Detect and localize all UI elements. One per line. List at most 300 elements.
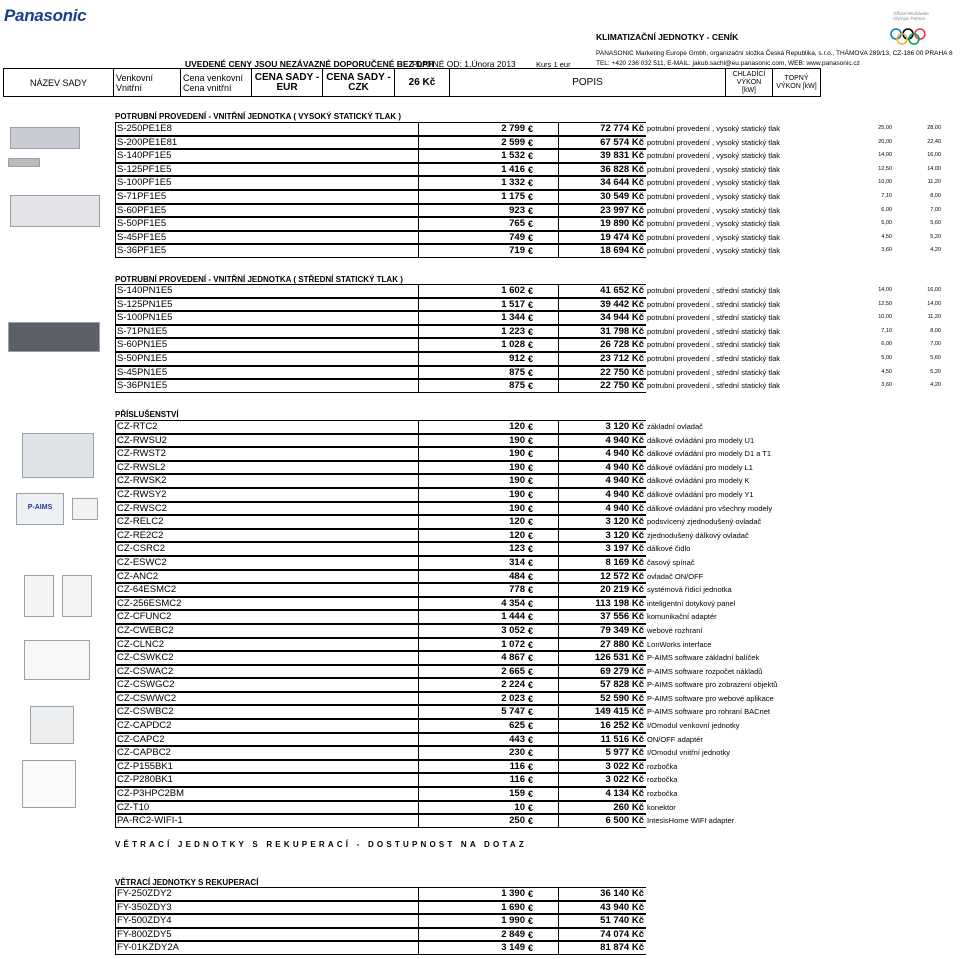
- price-eur: 1 990: [418, 914, 528, 928]
- cooling-capacity: 14,00: [878, 287, 892, 293]
- price-eur: 1 602: [418, 284, 528, 298]
- model-name: S-36PN1E5: [115, 379, 418, 393]
- price-eur: 3 052: [418, 624, 528, 638]
- price-eur: 4 354: [418, 597, 528, 611]
- model-name: CZ-P155BK1: [115, 760, 418, 774]
- description: potrubní provedení , vysoký statický tlak: [647, 151, 780, 161]
- heating-capacity: 28,00: [927, 125, 941, 131]
- heating-capacity: 22,40: [927, 138, 941, 145]
- heating-capacity: 7,00: [930, 341, 941, 348]
- price-eur: 1 517: [418, 298, 528, 312]
- description: dálkové čidlo: [647, 544, 691, 554]
- price-eur: 190: [418, 447, 528, 461]
- price-czk: 19 890 Kč: [558, 217, 646, 231]
- keypad-image: [30, 706, 74, 744]
- cooling-capacity: 12,50: [878, 165, 892, 172]
- euro-symbol: €: [528, 928, 558, 942]
- col-set-czk-2: CZK: [348, 81, 369, 93]
- price-eur: 116: [418, 760, 528, 774]
- price-czk: 23 712 Kč: [558, 352, 646, 366]
- ventilation-availability-banner: VĚTRACÍ JEDNOTKY S REKUPERACÍ - DOSTUPNOST NA DOTAZ: [115, 840, 527, 849]
- model-name: CZ-CFUNC2: [115, 610, 418, 624]
- price-czk: 57 828 Kč: [558, 678, 646, 692]
- description: potrubní provedení , střední statický tlak: [647, 299, 780, 309]
- description: I/Omodul vnitřní jednotky: [647, 748, 730, 758]
- ventilation-unit-image: [22, 433, 94, 478]
- price-czk: 26 728 Kč: [558, 338, 646, 352]
- price-czk: 51 740 Kč: [558, 914, 646, 928]
- euro-symbol: €: [528, 597, 558, 611]
- olympic-partner-text: Official Worldwide Olympic Partner: [893, 11, 929, 21]
- olympic-rings-icon: [882, 14, 934, 48]
- company-contact: TEL: +420 236 032 511, E-MAIL: jakub.sachl@eu.panasonic.com, WEB: www.panasonic.cz: [596, 60, 860, 67]
- description: základní ovladač: [647, 422, 703, 431]
- description: inteligentní dotykový panel: [647, 598, 736, 608]
- euro-symbol: €: [528, 420, 558, 434]
- price-eur: 2 665: [418, 665, 528, 679]
- heating-capacity: 16,00: [927, 152, 941, 159]
- price-czk: 72 774 Kč: [558, 122, 646, 136]
- heating-capacity: 11,20: [927, 314, 941, 321]
- price-czk: 18 694 Kč: [558, 244, 646, 258]
- price-eur: 778: [418, 583, 528, 597]
- price-czk: 16 252 Kč: [558, 719, 646, 733]
- euro-symbol: €: [528, 488, 558, 502]
- cooling-capacity: 5,00: [881, 220, 892, 227]
- description: časový spínač: [647, 557, 695, 567]
- price-eur: 2 849: [418, 928, 528, 942]
- price-czk: 4 940 Kč: [558, 461, 646, 475]
- price-eur: 116: [418, 773, 528, 787]
- price-czk: 3 120 Kč: [558, 420, 646, 434]
- description: potrubní provedení , střední statický tlak: [647, 340, 780, 350]
- description: komunikační adaptér: [647, 612, 717, 622]
- price-czk: 37 556 Kč: [558, 610, 646, 624]
- description: potrubní provedení , vysoký statický tlak: [647, 191, 780, 201]
- cooling-capacity: 4,50: [881, 368, 892, 375]
- euro-symbol: €: [528, 366, 558, 380]
- model-name: S-60PN1E5: [115, 338, 418, 352]
- description: potrubní provedení , vysoký statický tlak: [647, 246, 780, 256]
- model-name: CZ-RTC2: [115, 420, 418, 434]
- model-name: CZ-RWST2: [115, 447, 418, 461]
- price-note: UVEDENÉ CENY JSOU NEZÁVAZNÉ DOPORUČENÉ BEZ DPH: [185, 59, 435, 69]
- euro-symbol: €: [528, 624, 558, 638]
- euro-symbol: €: [528, 542, 558, 556]
- model-name: PA-RC2-WIFI-1: [115, 814, 418, 828]
- price-czk: 12 572 Kč: [558, 570, 646, 584]
- heating-capacity: 14,00: [927, 300, 941, 307]
- model-name: FY-350ZDY3: [115, 901, 418, 915]
- description: potrubní provedení , vysoký statický tlak: [647, 164, 780, 174]
- col-cool-3: [kW]: [742, 86, 756, 94]
- company-address: PANASONIC Marketing Europe Gmbh, organizační složka Česká Republika, s.r.o., THÁMOVA 289/13, CZ-186 00 PRAHA 8: [596, 50, 953, 57]
- price-eur: 120: [418, 420, 528, 434]
- price-czk: 4 940 Kč: [558, 434, 646, 448]
- model-name: CZ-ESWC2: [115, 556, 418, 570]
- heating-capacity: 16,00: [927, 287, 941, 293]
- euro-symbol: €: [528, 474, 558, 488]
- description: P-AIMS software pro webové aplikace: [647, 693, 774, 703]
- euro-symbol: €: [528, 901, 558, 915]
- euro-symbol: €: [528, 914, 558, 928]
- description: webové rozhraní: [647, 625, 703, 635]
- price-eur: 1 072: [418, 638, 528, 652]
- price-eur: 250: [418, 814, 528, 828]
- model-name: CZ-CSWKC2: [115, 651, 418, 665]
- price-eur: 2 599: [418, 136, 528, 150]
- col-heat-1: TOPNÝ: [784, 74, 809, 82]
- price-czk: 43 940 Kč: [558, 901, 646, 915]
- price-eur: 230: [418, 746, 528, 760]
- price-eur: 1 028: [418, 338, 528, 352]
- euro-symbol: €: [528, 705, 558, 719]
- col-name: NÁZEV SADY: [4, 69, 114, 97]
- description: dálkové ovládání pro modely K: [647, 476, 750, 486]
- price-czk: 36 828 Kč: [558, 163, 646, 177]
- heating-capacity: 5,20: [930, 233, 941, 240]
- panasonic-logo: Panasonic: [4, 6, 87, 25]
- model-name: CZ-RWSU2: [115, 434, 418, 448]
- model-name: S-50PF1E5: [115, 217, 418, 231]
- valid-from: PLATNÉ OD: 1.Února 2013: [412, 59, 516, 69]
- euro-symbol: €: [528, 570, 558, 584]
- euro-symbol: €: [528, 651, 558, 665]
- euro-symbol: €: [528, 298, 558, 312]
- price-czk: 8 169 Kč: [558, 556, 646, 570]
- price-eur: 1 390: [418, 887, 528, 901]
- touch-panel-image: [72, 498, 98, 520]
- model-name: CZ-P3HPC2BM: [115, 787, 418, 801]
- price-czk: 4 940 Kč: [558, 488, 646, 502]
- euro-symbol: €: [528, 502, 558, 516]
- model-name: S-100PF1E5: [115, 176, 418, 190]
- euro-symbol: €: [528, 163, 558, 177]
- description: konektor: [647, 802, 676, 812]
- price-eur: 5 747: [418, 705, 528, 719]
- cooling-capacity: 20,00: [878, 138, 892, 145]
- price-czk: 27 880 Kč: [558, 638, 646, 652]
- description: potrubní provedení , střední statický tlak: [647, 286, 780, 295]
- col-set-eur-2: EUR: [276, 81, 298, 93]
- description: dálkové ovládání pro modely L1: [647, 462, 753, 472]
- price-eur: 120: [418, 515, 528, 529]
- price-czk: 39 831 Kč: [558, 149, 646, 163]
- col-cool-1: CHLADÍCÍ: [732, 70, 766, 78]
- intelligent-panel-image: [22, 760, 76, 808]
- price-eur: 443: [418, 733, 528, 747]
- model-name: S-200PE1E81: [115, 136, 418, 150]
- model-name: S-71PF1E5: [115, 190, 418, 204]
- model-name: S-125PF1E5: [115, 163, 418, 177]
- model-name: S-50PN1E5: [115, 352, 418, 366]
- column-header: [3, 68, 821, 97]
- cooling-capacity: 12,50: [878, 300, 892, 307]
- description: I/Omodul venkovní jednotky: [647, 721, 740, 731]
- remote-controller-image: [24, 575, 54, 617]
- description: potrubní provedení , střední statický tlak: [647, 313, 780, 323]
- model-name: CZ-256ESMC2: [115, 597, 418, 611]
- price-czk: 4 940 Kč: [558, 474, 646, 488]
- euro-symbol: €: [528, 529, 558, 543]
- price-czk: 31 798 Kč: [558, 325, 646, 339]
- price-czk: 3 022 Kč: [558, 760, 646, 774]
- description: dálkové ovládání pro modely Y1: [647, 489, 754, 499]
- description: ON/OFF adaptér: [647, 734, 703, 744]
- description: P-AIMS software pro rohraní BACnet: [647, 707, 770, 717]
- price-eur: 1 344: [418, 311, 528, 325]
- col-outdoor: Venkovní: [116, 72, 154, 83]
- cooling-capacity: 5,00: [881, 354, 892, 361]
- price-eur: 1 223: [418, 325, 528, 339]
- model-name: CZ-CAPC2: [115, 733, 418, 747]
- price-czk: 52 590 Kč: [558, 692, 646, 706]
- description: potrubní provedení , střední statický tlak: [647, 367, 780, 377]
- model-name: CZ-RELC2: [115, 515, 418, 529]
- euro-symbol: €: [528, 338, 558, 352]
- euro-symbol: €: [528, 136, 558, 150]
- price-czk: 4 940 Kč: [558, 447, 646, 461]
- price-eur: 190: [418, 502, 528, 516]
- duct-unit-image: [10, 195, 100, 227]
- model-name: CZ-CAPBC2: [115, 746, 418, 760]
- price-eur: 1 175: [418, 190, 528, 204]
- price-eur: 912: [418, 352, 528, 366]
- euro-symbol: €: [528, 814, 558, 828]
- cooling-capacity: 6,00: [881, 206, 892, 213]
- heating-capacity: 4,20: [930, 382, 941, 389]
- col-rate-val: 26 Kč: [395, 69, 450, 97]
- price-czk: 5 977 Kč: [558, 746, 646, 760]
- model-name: CZ-T10: [115, 801, 418, 815]
- euro-symbol: €: [528, 176, 558, 190]
- pims-label: P-AIMS: [27, 504, 53, 511]
- price-eur: 2 224: [418, 678, 528, 692]
- cooling-capacity: 4,50: [881, 233, 892, 240]
- system-controller-image: [24, 640, 90, 680]
- price-czk: 36 140 Kč: [558, 887, 646, 901]
- price-czk: 260 Kč: [558, 801, 646, 815]
- price-czk: 67 574 Kč: [558, 136, 646, 150]
- price-eur: 2 799: [418, 122, 528, 136]
- section-title-medium-static: POTRUBNÍ PROVEDENÍ - VNITŘNÍ JEDNOTKA ( STŘEDNÍ STATICKÝ TLAK ): [115, 275, 403, 284]
- price-czk: 39 442 Kč: [558, 298, 646, 312]
- col-popis: POPIS: [450, 69, 726, 97]
- euro-symbol: €: [528, 887, 558, 901]
- euro-symbol: €: [528, 311, 558, 325]
- price-eur: 190: [418, 461, 528, 475]
- model-name: FY-01KZDY2A: [115, 941, 418, 955]
- description: potrubní provedení , vysoký statický tlak: [647, 219, 780, 229]
- model-name: CZ-64ESMC2: [115, 583, 418, 597]
- euro-symbol: €: [528, 941, 558, 955]
- price-czk: 4 940 Kč: [558, 502, 646, 516]
- price-czk: 6 500 Kč: [558, 814, 646, 828]
- euro-symbol: €: [528, 746, 558, 760]
- price-czk: 34 944 Kč: [558, 311, 646, 325]
- price-eur: 749: [418, 231, 528, 245]
- euro-symbol: €: [528, 719, 558, 733]
- price-eur: 120: [418, 529, 528, 543]
- price-eur: 3 149: [418, 941, 528, 955]
- price-czk: 11 516 Kč: [558, 733, 646, 747]
- model-name: S-36PF1E5: [115, 244, 418, 258]
- price-eur: 1 332: [418, 176, 528, 190]
- col-cool-2: VÝKON: [736, 78, 762, 86]
- price-eur: 123: [418, 542, 528, 556]
- model-name: CZ-RWSY2: [115, 488, 418, 502]
- price-czk: 3 022 Kč: [558, 773, 646, 787]
- description: IntesisHome WIFI adapter: [647, 816, 735, 826]
- euro-symbol: €: [528, 190, 558, 204]
- euro-symbol: €: [528, 665, 558, 679]
- price-eur: 190: [418, 474, 528, 488]
- description: P-AIMS software základní balíček: [647, 653, 760, 663]
- description: P-AIMS software pro zobrazení objektů: [647, 680, 778, 690]
- model-name: S-250PE1E8: [115, 122, 418, 136]
- model-name: S-140PF1E5: [115, 149, 418, 163]
- euro-symbol: €: [528, 204, 558, 218]
- duct-unit-image: [10, 127, 80, 149]
- model-name: CZ-CSWWC2: [115, 692, 418, 706]
- price-eur: 10: [418, 801, 528, 815]
- description: potrubní provedení , vysoký statický tlak: [647, 232, 780, 242]
- heating-capacity: 5,60: [930, 220, 941, 227]
- price-eur: 1 532: [418, 149, 528, 163]
- cooling-capacity: 10,00: [878, 314, 892, 321]
- cooling-capacity: 14,00: [878, 152, 892, 159]
- euro-symbol: €: [528, 556, 558, 570]
- euro-symbol: €: [528, 638, 558, 652]
- model-name: CZ-CWEBC2: [115, 624, 418, 638]
- price-czk: 113 198 Kč: [558, 597, 646, 611]
- cooling-capacity: 7,10: [881, 327, 892, 334]
- price-eur: 923: [418, 204, 528, 218]
- price-eur: 190: [418, 488, 528, 502]
- description: potrubní provedení , vysoký statický tlak: [647, 137, 780, 147]
- price-czk: 126 531 Kč: [558, 651, 646, 665]
- euro-symbol: €: [528, 692, 558, 706]
- document-title: KLIMATIZAČNÍ JEDNOTKY - CENÍK: [596, 32, 739, 42]
- price-eur: 719: [418, 244, 528, 258]
- model-name: FY-800ZDY5: [115, 928, 418, 942]
- heating-capacity: 7,00: [930, 206, 941, 213]
- section-title-high-static: POTRUBNÍ PROVEDENÍ - VNITŘNÍ JEDNOTKA ( VYSOKÝ STATICKÝ TLAK ): [115, 112, 402, 121]
- price-czk: 3 120 Kč: [558, 529, 646, 543]
- price-czk: 41 652 Kč: [558, 284, 646, 298]
- pims-software-box: [16, 493, 64, 525]
- heating-capacity: 8,00: [930, 327, 941, 334]
- description: potrubní provedení , střední statický tlak: [647, 381, 780, 391]
- price-eur: 159: [418, 787, 528, 801]
- euro-symbol: €: [528, 733, 558, 747]
- price-eur: 314: [418, 556, 528, 570]
- price-czk: 74 074 Kč: [558, 928, 646, 942]
- cooling-capacity: 10,00: [878, 179, 892, 186]
- heating-capacity: 4,20: [930, 247, 941, 254]
- cooling-capacity: 25,00: [878, 125, 892, 131]
- price-eur: 1 690: [418, 901, 528, 915]
- description: LonWorks interface: [647, 639, 712, 649]
- model-name: S-45PN1E5: [115, 366, 418, 380]
- euro-symbol: €: [528, 325, 558, 339]
- euro-symbol: €: [528, 284, 558, 298]
- heating-capacity: 8,00: [930, 192, 941, 199]
- model-name: FY-250ZDY2: [115, 887, 418, 901]
- price-eur: 875: [418, 366, 528, 380]
- model-name: S-125PN1E5: [115, 298, 418, 312]
- remote-controller-image: [62, 575, 92, 617]
- description: rozbočka: [647, 761, 678, 771]
- euro-symbol: €: [528, 583, 558, 597]
- price-czk: 3 197 Kč: [558, 542, 646, 556]
- price-czk: 3 120 Kč: [558, 515, 646, 529]
- description: dálkové ovládání pro všechny modely: [647, 503, 773, 513]
- heating-capacity: 14,00: [927, 165, 941, 172]
- cooling-capacity: 6,00: [881, 341, 892, 348]
- price-eur: 190: [418, 434, 528, 448]
- price-eur: 765: [418, 217, 528, 231]
- model-name: CZ-ANC2: [115, 570, 418, 584]
- description: dálkové ovládání pro modely U1: [647, 435, 755, 445]
- euro-symbol: €: [528, 773, 558, 787]
- model-name: S-100PN1E5: [115, 311, 418, 325]
- price-czk: 4 134 Kč: [558, 787, 646, 801]
- price-eur: 625: [418, 719, 528, 733]
- price-eur: 875: [418, 379, 528, 393]
- description: dálkové ovládání pro modely D1 a T1: [647, 449, 772, 459]
- price-czk: 79 349 Kč: [558, 624, 646, 638]
- euro-symbol: €: [528, 149, 558, 163]
- description: systémová řídicí jednotka: [647, 585, 732, 595]
- description: potrubní provedení , vysoký statický tlak: [647, 205, 780, 215]
- model-name: S-60PF1E5: [115, 204, 418, 218]
- price-czk: 22 750 Kč: [558, 379, 646, 393]
- euro-symbol: €: [528, 434, 558, 448]
- euro-symbol: €: [528, 244, 558, 258]
- duct-unit-image: [8, 158, 40, 167]
- price-czk: 69 279 Kč: [558, 665, 646, 679]
- euro-symbol: €: [528, 610, 558, 624]
- heating-capacity: 5,60: [930, 354, 941, 361]
- price-czk: 19 474 Kč: [558, 231, 646, 245]
- price-czk: 149 415 Kč: [558, 705, 646, 719]
- euro-symbol: €: [528, 461, 558, 475]
- heating-capacity: 11,20: [927, 179, 941, 186]
- price-czk: 34 644 Kč: [558, 176, 646, 190]
- euro-symbol: €: [528, 217, 558, 231]
- price-eur: 1 444: [418, 610, 528, 624]
- model-name: CZ-CSRC2: [115, 542, 418, 556]
- euro-symbol: €: [528, 678, 558, 692]
- col-heat-2: VÝKON [kW]: [776, 82, 817, 90]
- euro-symbol: €: [528, 787, 558, 801]
- description: potrubní provedení , vysoký statický tlak: [647, 124, 780, 133]
- heating-capacity: 5,20: [930, 368, 941, 375]
- euro-symbol: €: [528, 515, 558, 529]
- model-name: CZ-CSWGC2: [115, 678, 418, 692]
- description: P-AIMS software rozpočet nákladů: [647, 666, 763, 676]
- model-name: CZ-RWSC2: [115, 502, 418, 516]
- description: rozbočka: [647, 789, 678, 799]
- model-name: CZ-P280BK1: [115, 773, 418, 787]
- model-name: S-140PN1E5: [115, 284, 418, 298]
- model-name: CZ-RWSK2: [115, 474, 418, 488]
- description: ovladač ON/OFF: [647, 571, 704, 581]
- price-czk: 20 219 Kč: [558, 583, 646, 597]
- cooling-capacity: 3,60: [881, 382, 892, 389]
- cooling-capacity: 7,10: [881, 192, 892, 199]
